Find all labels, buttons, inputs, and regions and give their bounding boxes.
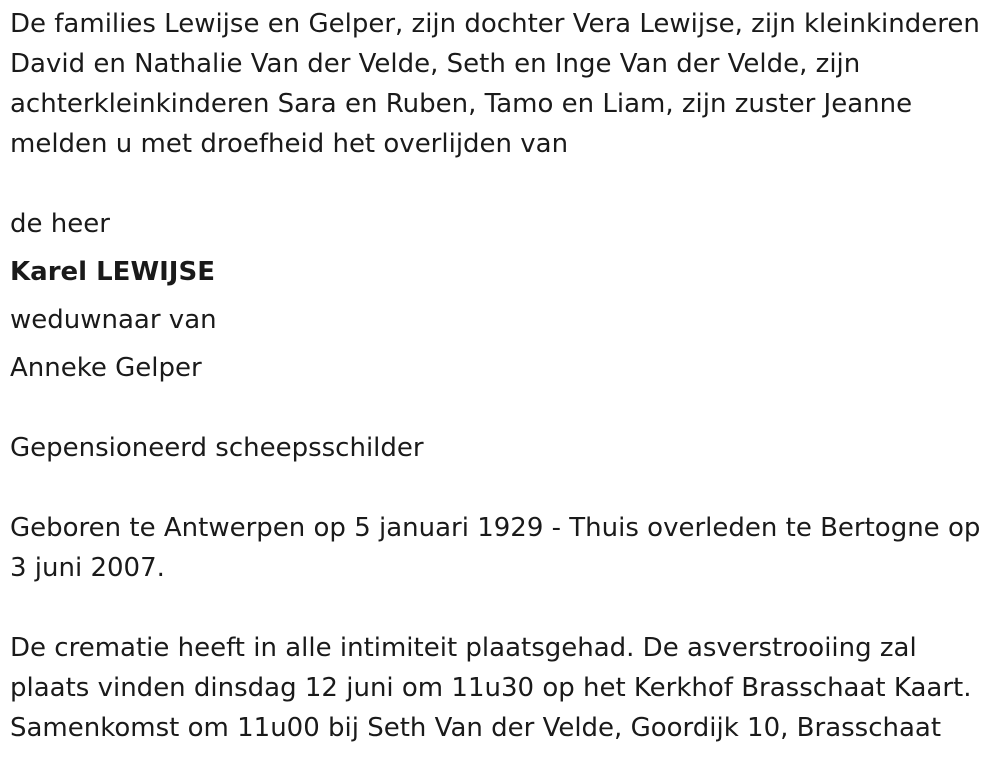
honorific: de heer: [10, 209, 110, 239]
relation-text: weduwnaar van: [10, 305, 217, 335]
ceremony-paragraph: De crematie heeft in alle intimiteit plaatsgehad. De asverstrooiing zal plaats vinden dinsdag 12 juni om 11u30 op het Kerkhof Brasschaat Kaart. Samenkomst om 11u00 bij Seth Van der Velde, Goordijk 10, Brasschaat: [10, 633, 972, 743]
deceased-name: Karel LEWIJSE: [10, 257, 215, 287]
birth-death-paragraph: Geboren te Antwerpen op 5 januari 1929 - Thuis overleden te Bertogne op 3 juni 2007.: [10, 513, 981, 583]
partner-name: Anneke Gelper: [10, 353, 202, 383]
intro-paragraph: De families Lewijse en Gelper, zijn dochter Vera Lewijse, zijn kleinkinderen David en Nathalie Van der Velde, Seth en Inge Van der Velde, zijn achterkleinkinderen Sara en Ruben, Tamo en Liam, zijn zuster Jeanne melden u met droefheid het overlijden van: [10, 9, 980, 159]
occupation-text: Gepensioneerd scheepsschilder: [10, 433, 424, 463]
